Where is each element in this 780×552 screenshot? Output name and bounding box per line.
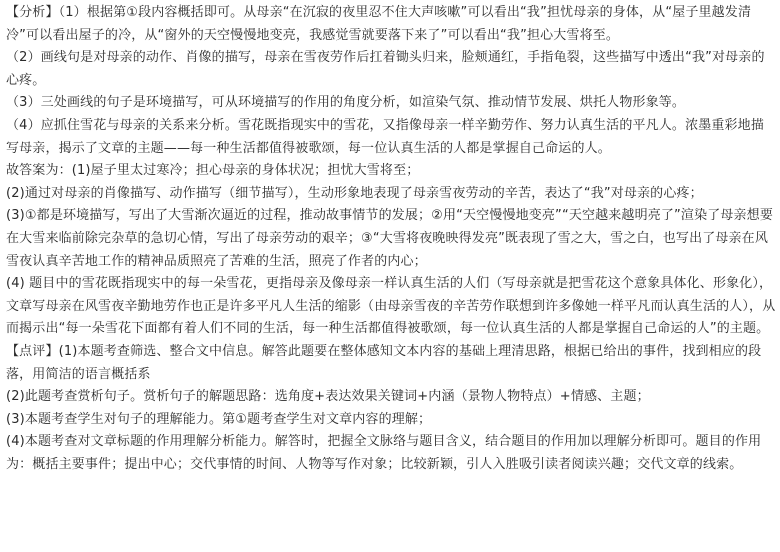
comment-paragraph-4: (4)本题考查对文章标题的作用理解分析能力。解答时，把握全文脉络与题目含义，结合题目的作用加以理解分析即可。题目的作用为：概括主要事件；提出中心；交代事情的时间、人物等写作对象；比较新颖，引人入胜吸引读者阅读兴趣；交代文章的线索。 (6, 434, 762, 472)
comment-paragraph-1: 【点评】(1)本题考查筛选、整合文中信息。解答此题要在整体感知文本内容的基础上理清思路，根据已给出的事件，找到相应的段落，用简洁的语言概括系 (6, 343, 762, 382)
answer-paragraph-4: (4) 题目中的雪花既指现实中的每一朵雪花，更指母亲及像母亲一样认真生活的人们（写母亲就是把雪花这个意象具体化、形象化），文章写母亲在风雪夜辛勤地劳作也正是许多平凡人生活的缩影（由母亲雪夜的辛苦劳作联想到许多像她一样平凡而认真生活的人），从而揭示出“每一朵雪花下面都有着人们不同的生活，每一种生活都值得被歌颂，每一位认真生活的人都是掌握自己命运的人”的主题。 (6, 276, 776, 337)
analysis-paragraph-4: （4）应抓住雪花与母亲的关系来分析。雪花既指现实中的雪花，又指像母亲一样辛勤劳作、努力认真生活的平凡人。浓墨重彩地描写母亲，揭示了文章的主题——每一种生活都值得被歌颂，每一位认真生活的人都是掌握自己命运的人。 (6, 117, 764, 156)
comment-paragraph-2: (2)此题考查赏析句子。赏析句子的解题思路：选角度+表达效果关键词+内涵（景物人物特点）+情感、主题； (6, 389, 650, 405)
answer-paragraph-3: (3)①都是环境描写，写出了大雪渐次逼近的过程，推动故事情节的发展；②用“天空慢慢地变亮”“天空越来越明亮了”渲染了母亲想要在大雪来临前除完杂草的急切心情，写出了母亲劳动的艰辛；③“大雪将夜晚映得发亮”既表现了雪之大，雪之白，也写出了母亲在风雪夜认真辛苦地工作的精神品质照亮了苦难的生活，照亮了作者的内心； (6, 208, 773, 269)
analysis-paragraph-3: （3）三处画线的句子是环境描写，可从环境描写的作用的角度分析，如渲染气氛、推动情节发展、烘托人物形象等。 (6, 95, 686, 111)
analysis-paragraph-2: （2）画线句是对母亲的动作、肖像的描写，母亲在雪夜劳作后扛着锄头归来，脸颊通红，手指龟裂，这些描写中透出“我”对母亲的心疼。 (6, 50, 765, 88)
answer-paragraph-1: 故答案为：(1)屋子里太过寒冷；担心母亲的身体状况；担忧大雪将至； (6, 163, 420, 179)
comment-paragraph-3: (3)本题考查学生对句子的理解能力。第①题考查学生对文章内容的理解； (6, 411, 432, 427)
answer-paragraph-2: (2)通过对母亲的肖像描写、动作描写（细节描写），生动形象地表现了母亲雪夜劳动的辛苦，表达了“我”对母亲的心疼； (6, 185, 703, 201)
analysis-paragraph-1: 【分析】（1）根据第①段内容概括即可。从母亲“在沉寂的夜里忍不住大声咳嗽”可以看出“我”担忧母亲的身体，从“屋子里越发清冷”可以看出屋子的冷，从“窗外的天空慢慢地变亮，我感觉雪就要落下来了”可以看出“我”担心大雪将至。 (6, 5, 752, 43)
